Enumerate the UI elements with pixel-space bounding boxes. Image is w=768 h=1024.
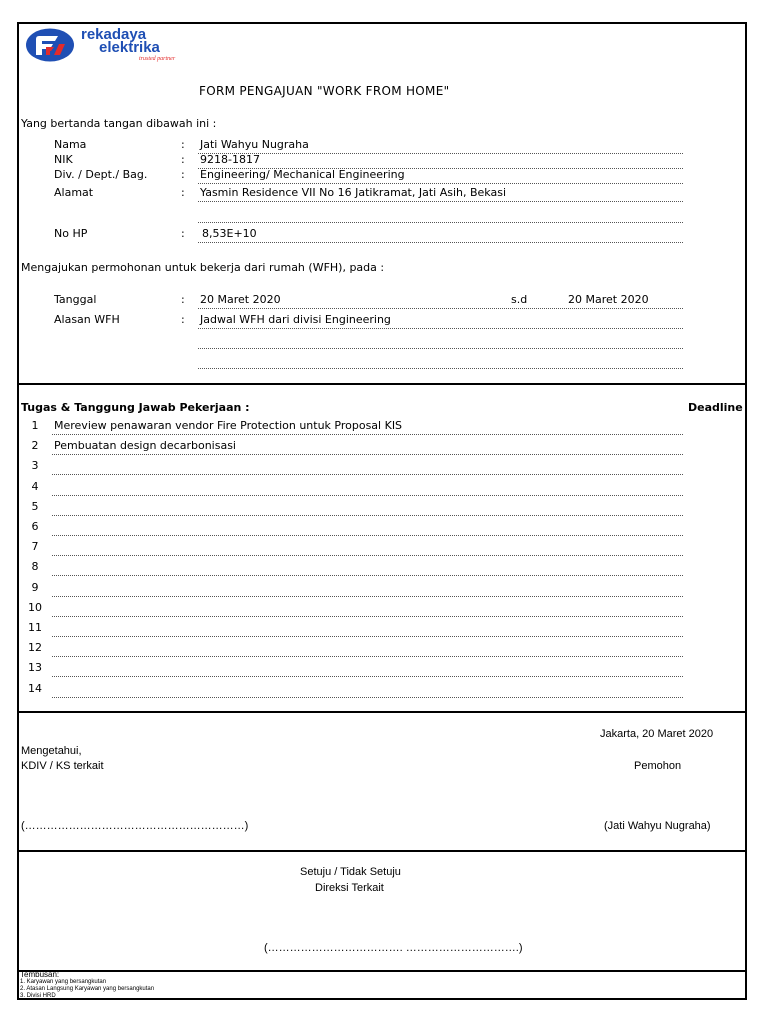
field-line — [198, 242, 683, 243]
footer-item: 1. Karyawan yang bersangkutan — [20, 979, 107, 985]
date-to[interactable]: 20 Maret 2020 — [568, 293, 649, 306]
applicant-label: Pemohon — [634, 760, 682, 772]
task-number: 3 — [31, 459, 39, 473]
acknowledge-line1: Mengetahui, — [21, 745, 82, 757]
field-colon: : — [181, 153, 185, 166]
date-from[interactable]: 20 Maret 2020 — [200, 293, 281, 306]
logo-line2: elektrika — [99, 39, 160, 56]
field-line — [198, 368, 683, 369]
task-number: 10 — [28, 600, 42, 614]
section-divider — [19, 383, 745, 385]
task-line — [52, 434, 683, 435]
field-value-alamat[interactable]: Yasmin Residence VII No 16 Jatikramat, Jati Asih, Bekasi — [200, 186, 507, 199]
task-line — [52, 555, 683, 556]
task-line — [52, 535, 683, 536]
place-date: Jakarta, 20 Maret 2020 — [600, 728, 714, 740]
task-line — [52, 575, 683, 576]
task-number: 11 — [28, 621, 42, 634]
field-label-div: Div. / Dept./ Bag. — [54, 168, 148, 181]
field-line — [198, 222, 683, 223]
task-number: 14 — [28, 681, 42, 695]
field-line — [198, 328, 683, 329]
logo-line1: rekadaya — [81, 26, 147, 43]
field-colon: : — [181, 227, 185, 240]
reason-value[interactable]: Jadwal WFH dari divisi Engineering — [200, 313, 391, 326]
task-line — [52, 676, 683, 677]
date-sd: s.d — [511, 293, 528, 306]
task-line — [52, 596, 683, 597]
approval-line2: Direksi Terkait — [315, 882, 384, 894]
applicant-name: (Jati Wahyu Nugraha) — [604, 820, 711, 832]
footer-item: 2. Atasan Langsung Karyawan yang bersangkutan — [20, 986, 155, 992]
field-line — [198, 183, 683, 184]
field-label-nik: NIK — [54, 153, 73, 166]
task-line — [52, 656, 683, 657]
task-line — [52, 495, 683, 496]
tasks-heading: Tugas & Tanggung Jawab Pekerjaan : — [21, 401, 250, 414]
task-number: 5 — [31, 499, 39, 513]
approval-signature-blank: (………………………………. ………………………….) — [264, 942, 523, 954]
field-colon: : — [181, 293, 185, 306]
field-colon: : — [181, 138, 185, 151]
task-number: 2 — [31, 439, 39, 453]
reason-label: Alasan WFH — [54, 313, 120, 326]
footer-heading: Tembusan: — [20, 970, 60, 979]
task-text[interactable]: Mereview penawaran vendor Fire Protection untuk Proposal KIS — [54, 419, 403, 432]
field-value-nohp[interactable]: 8,53E+10 — [202, 227, 257, 240]
section-divider — [19, 970, 745, 972]
approval-line1: Setuju / Tidak Setuju — [300, 866, 401, 878]
task-text[interactable]: Pembuatan design decarbonisasi — [54, 439, 236, 453]
deadline-label: Deadline — [688, 401, 743, 414]
task-line — [52, 636, 683, 637]
task-number: 8 — [31, 560, 39, 574]
field-line — [198, 348, 683, 349]
company-logo-icon — [24, 27, 76, 63]
task-number: 12 — [28, 641, 42, 655]
field-value-div[interactable]: Engineering/ Mechanical Engineering — [200, 168, 405, 181]
task-number: 7 — [31, 540, 39, 554]
form-title: FORM PENGAJUAN "WORK FROM HOME" — [199, 84, 450, 98]
field-colon: : — [181, 313, 185, 326]
field-line — [198, 201, 683, 202]
task-line — [52, 697, 683, 698]
field-line — [198, 308, 683, 309]
task-number: 13 — [28, 661, 42, 675]
date-label: Tanggal — [54, 293, 97, 306]
acknowledge-line2: KDIV / KS terkait — [21, 760, 104, 772]
form-frame — [17, 22, 747, 1000]
task-number: 4 — [31, 479, 39, 493]
logo-tagline: trusted partner — [139, 56, 176, 62]
request-intro: Mengajukan permohonan untuk bekerja dari rumah (WFH), pada : — [21, 261, 385, 274]
field-label-alamat: Alamat — [54, 186, 94, 199]
task-number: 9 — [31, 580, 39, 594]
task-line — [52, 474, 683, 475]
field-value-nama[interactable]: Jati Wahyu Nugraha — [200, 138, 309, 151]
field-colon: : — [181, 168, 185, 181]
footer-item: 3. Divisi HRD — [20, 993, 56, 999]
field-value-nik[interactable]: 9218-1817 — [200, 153, 260, 166]
intro-text: Yang bertanda tangan dibawah ini : — [21, 117, 217, 130]
field-label-nama: Nama — [54, 138, 87, 151]
left-signature-blank: (……………………………………………………) — [21, 820, 249, 832]
section-divider — [19, 711, 745, 713]
task-line — [52, 515, 683, 516]
task-number: 1 — [31, 419, 39, 432]
section-divider — [19, 850, 745, 852]
field-colon: : — [181, 186, 185, 199]
task-number: 6 — [31, 520, 39, 533]
field-line — [198, 153, 683, 154]
task-line — [52, 454, 683, 455]
task-line — [52, 616, 683, 617]
field-label-nohp: No HP — [54, 227, 88, 240]
